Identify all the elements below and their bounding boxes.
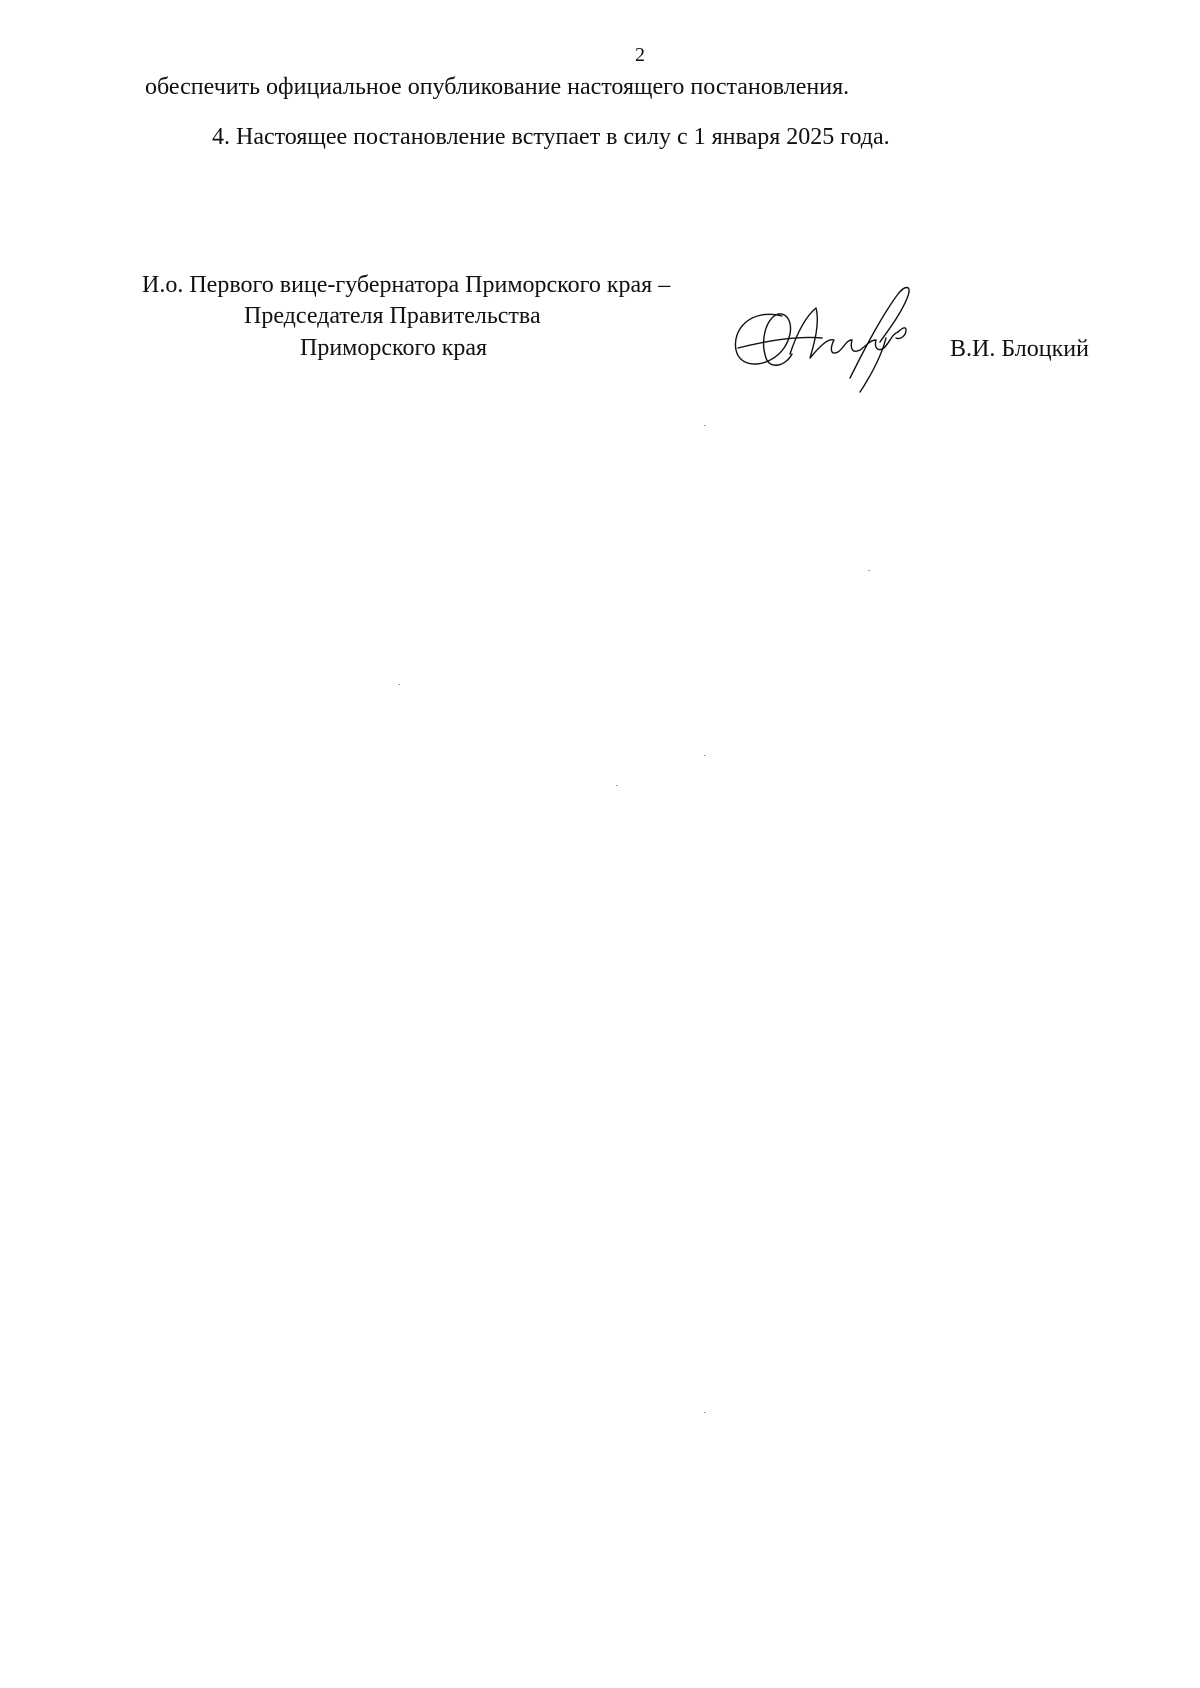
handwritten-signature (730, 278, 930, 396)
signer-name: В.И. Блоцкий (950, 336, 1089, 362)
paragraph-4: 4. Настоящее постановление вступает в силу с 1 января 2025 года. (212, 124, 890, 150)
scan-speck (704, 1412, 706, 1413)
scan-speck (704, 755, 706, 756)
signer-position-line-3: Приморского края (300, 335, 488, 361)
page-number: 2 (635, 44, 645, 66)
scan-speck (616, 785, 618, 786)
scan-speck (868, 570, 870, 571)
signer-position-line-2: Председателя Правительства (244, 303, 541, 329)
signer-position-line-1: И.о. Первого вице-губернатора Приморского края – (142, 272, 671, 298)
scan-speck (398, 684, 400, 685)
scan-speck (704, 425, 706, 426)
paragraph-3-tail: обеспечить официальное опубликование настоящего постановления. (145, 74, 850, 100)
